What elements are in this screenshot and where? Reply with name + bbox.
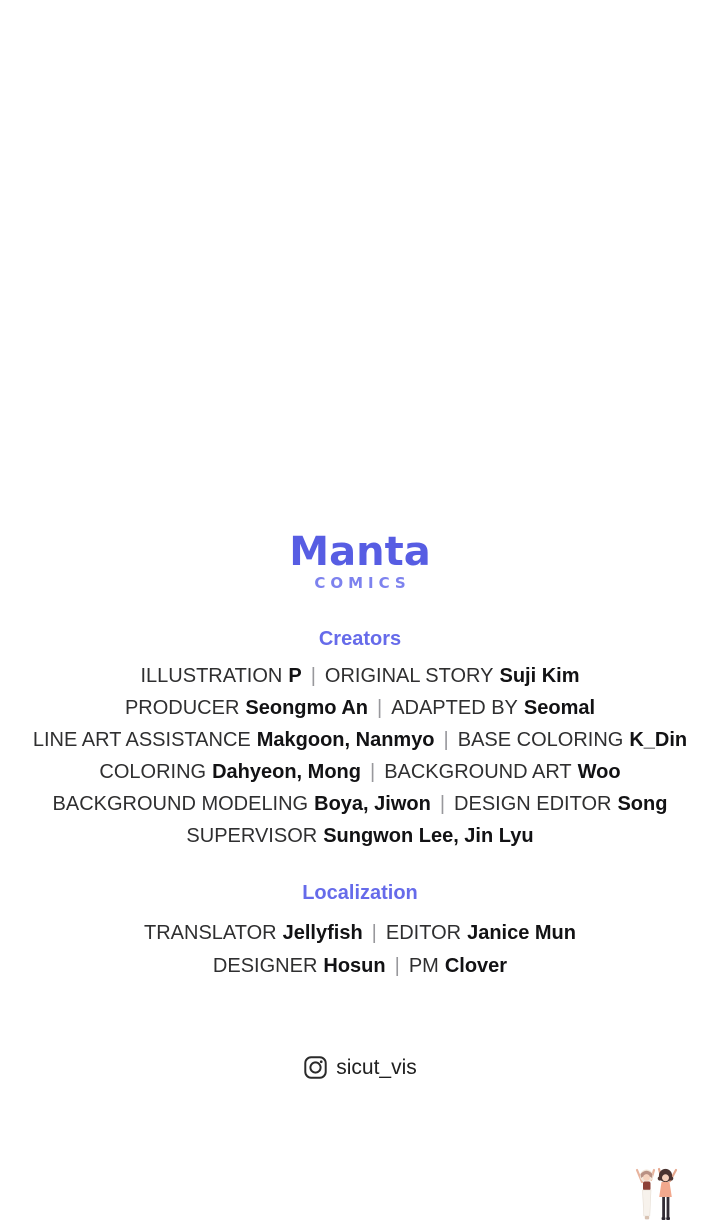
localization-credit-lines (0, 917, 720, 983)
separator-bar: | (443, 729, 449, 751)
credit-role: ORIGINAL STORY (324, 665, 494, 687)
instagram-handle: sicut_vis (336, 1055, 417, 1079)
credit-role: DESIGN EDITOR (454, 793, 612, 815)
credit-name: Woo (577, 761, 621, 783)
credit-name: Makgoon, Nanmyo (256, 729, 435, 751)
credit-role: PRODUCER (124, 697, 240, 719)
separator-bar: | (376, 697, 383, 719)
credit-name: Hosun (323, 955, 386, 977)
credit-pair (99, 761, 361, 783)
credit-role: SUPERVISOR (186, 825, 318, 847)
separator-bar: | (439, 793, 446, 815)
credit-role: TRANSLATOR (144, 922, 277, 944)
separator-bar: | (310, 665, 316, 687)
credit-name: Dahyeon, Mong (212, 761, 361, 783)
credit-name: Jellyfish (282, 922, 363, 944)
credit-name: P (288, 665, 302, 687)
separator-bar: | (394, 955, 400, 977)
credit-line (0, 788, 720, 820)
credit-role: COLORING (99, 761, 207, 783)
credit-line (0, 756, 720, 788)
credit-pair (33, 729, 435, 751)
credit-role: BACKGROUND ART (384, 761, 572, 783)
credit-role: BASE COLORING (457, 729, 624, 751)
credit-line (0, 660, 720, 692)
credit-pair (53, 793, 431, 815)
credit-role: LINE ART ASSISTANCE (32, 729, 251, 751)
credit-name: Suji Kim (499, 665, 580, 687)
credit-name: Seongmo An (245, 697, 368, 719)
credit-line (0, 692, 720, 724)
section-heading-localization: Localization (302, 882, 418, 904)
credit-pair (409, 955, 507, 977)
credit-pair (386, 922, 576, 944)
chibi-characters-art (634, 1161, 680, 1225)
credit-pair (391, 697, 595, 719)
credit-name: Clover (444, 955, 508, 977)
credit-role: EDITOR (385, 922, 462, 944)
credit-name: Janice Mun (467, 922, 576, 944)
credit-line (0, 917, 720, 950)
separator-bar: | (371, 922, 377, 944)
credit-pair (384, 761, 620, 783)
creators-credit-lines (0, 660, 720, 852)
credit-role: BACKGROUND MODELING (52, 793, 309, 815)
credit-name: Boya, Jiwon (314, 793, 431, 815)
credit-name: Song (617, 793, 668, 815)
credit-name: K_Din (629, 729, 688, 751)
instagram-icon (303, 1055, 328, 1080)
credit-pair (140, 665, 301, 687)
instagram-row[interactable] (0, 1055, 720, 1080)
credit-pair (144, 922, 363, 944)
credit-pair (454, 793, 667, 815)
separator-bar: | (369, 761, 376, 783)
credit-role: ADAPTED BY (391, 697, 518, 719)
credit-line (0, 950, 720, 983)
manta-logo: Manta (289, 529, 431, 575)
credit-pair (213, 955, 386, 977)
credit-line (0, 820, 720, 852)
credit-pair (125, 697, 368, 719)
credit-line (0, 724, 720, 756)
credit-role: PM (408, 955, 439, 977)
credit-pair (186, 825, 533, 847)
credit-pair (325, 665, 580, 687)
credit-pair (458, 729, 687, 751)
credit-role: DESIGNER (212, 955, 318, 977)
section-heading-creators: Creators (318, 628, 402, 650)
credit-name: Seomal (523, 697, 596, 719)
manta-logo-subtitle: COMICS (314, 574, 411, 592)
credit-name: Sungwon Lee, Jin Lyu (323, 825, 534, 847)
credit-role: ILLUSTRATION (140, 665, 283, 687)
